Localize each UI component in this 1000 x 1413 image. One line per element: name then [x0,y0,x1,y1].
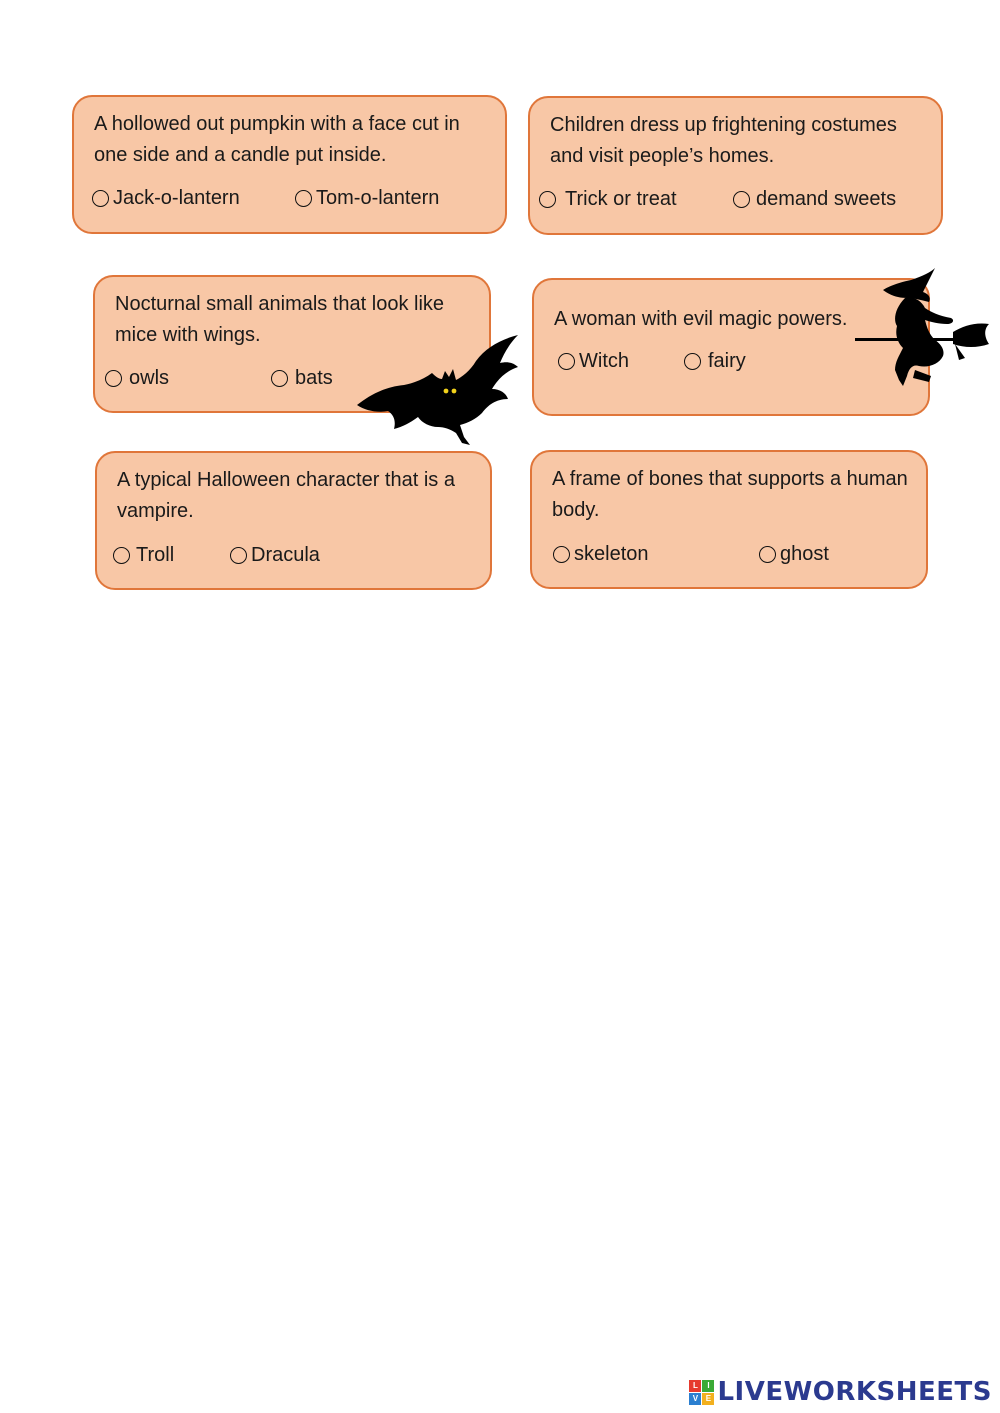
radio-button[interactable] [230,547,247,564]
option-skeleton[interactable] [553,543,649,566]
option-label: bats [295,367,333,389]
option-dracula[interactable] [230,544,320,567]
question-card-1 [72,95,507,234]
question-text: A typical Halloween character that is a vampire. [117,469,455,522]
liveworksheets-brand [689,1377,992,1407]
question-text: A woman with evil magic powers. [554,308,848,330]
option-owls[interactable] [105,367,169,390]
radio-button[interactable] [759,546,776,563]
radio-button[interactable] [684,353,701,370]
option-label: Tom-o-lantern [316,187,440,209]
radio-button[interactable] [539,191,556,208]
bat-icon [352,333,522,448]
option-label: Trick or treat [565,188,677,210]
witch-on-broom-icon [855,268,990,388]
brand-name: LIVEWORKSHEETS [717,1377,992,1407]
option-label: owls [129,367,170,389]
brand-logo-letter: L [689,1380,701,1392]
radio-button[interactable] [558,353,575,370]
radio-button[interactable] [733,191,750,208]
option-label: Dracula [251,544,320,566]
option-label: demand sweets [756,188,897,210]
option-label: Jack-o-lantern [113,187,240,209]
question-text: A hollowed out pumpkin with a face cut in one side and a candle put inside. [94,113,460,166]
radio-button[interactable] [553,546,570,563]
radio-button[interactable] [271,370,288,387]
radio-button[interactable] [92,190,109,207]
radio-button[interactable] [295,190,312,207]
question-text: Children dress up frightening costumes and visit people’s homes. [550,114,897,167]
option-label: skeleton [574,543,649,565]
brand-logo-letter: I [702,1380,714,1392]
option-trick-or-treat[interactable] [539,188,677,211]
option-witch[interactable] [558,350,629,373]
brand-logo-letter: V [689,1393,701,1405]
option-jack-o-lantern[interactable] [92,187,240,210]
question-text: Nocturnal small animals that look like mice with wings. [115,293,445,346]
question-text: A frame of bones that supports a human body. [552,468,908,521]
option-bats[interactable] [271,367,333,390]
question-card-2 [528,96,943,235]
question-card-6 [530,450,928,589]
option-troll[interactable] [113,544,174,567]
radio-button[interactable] [105,370,122,387]
option-label: ghost [780,543,829,565]
option-tom-o-lantern[interactable] [295,187,439,210]
option-fairy[interactable] [684,350,746,373]
option-ghost[interactable] [759,543,829,566]
option-label: Witch [579,350,629,372]
option-demand-sweets[interactable] [733,188,896,211]
question-card-5 [95,451,492,590]
radio-button[interactable] [113,547,130,564]
brand-logo-icon [689,1380,714,1405]
brand-logo-letter: E [702,1393,714,1405]
option-label: fairy [708,350,746,372]
option-label: Troll [136,544,175,566]
